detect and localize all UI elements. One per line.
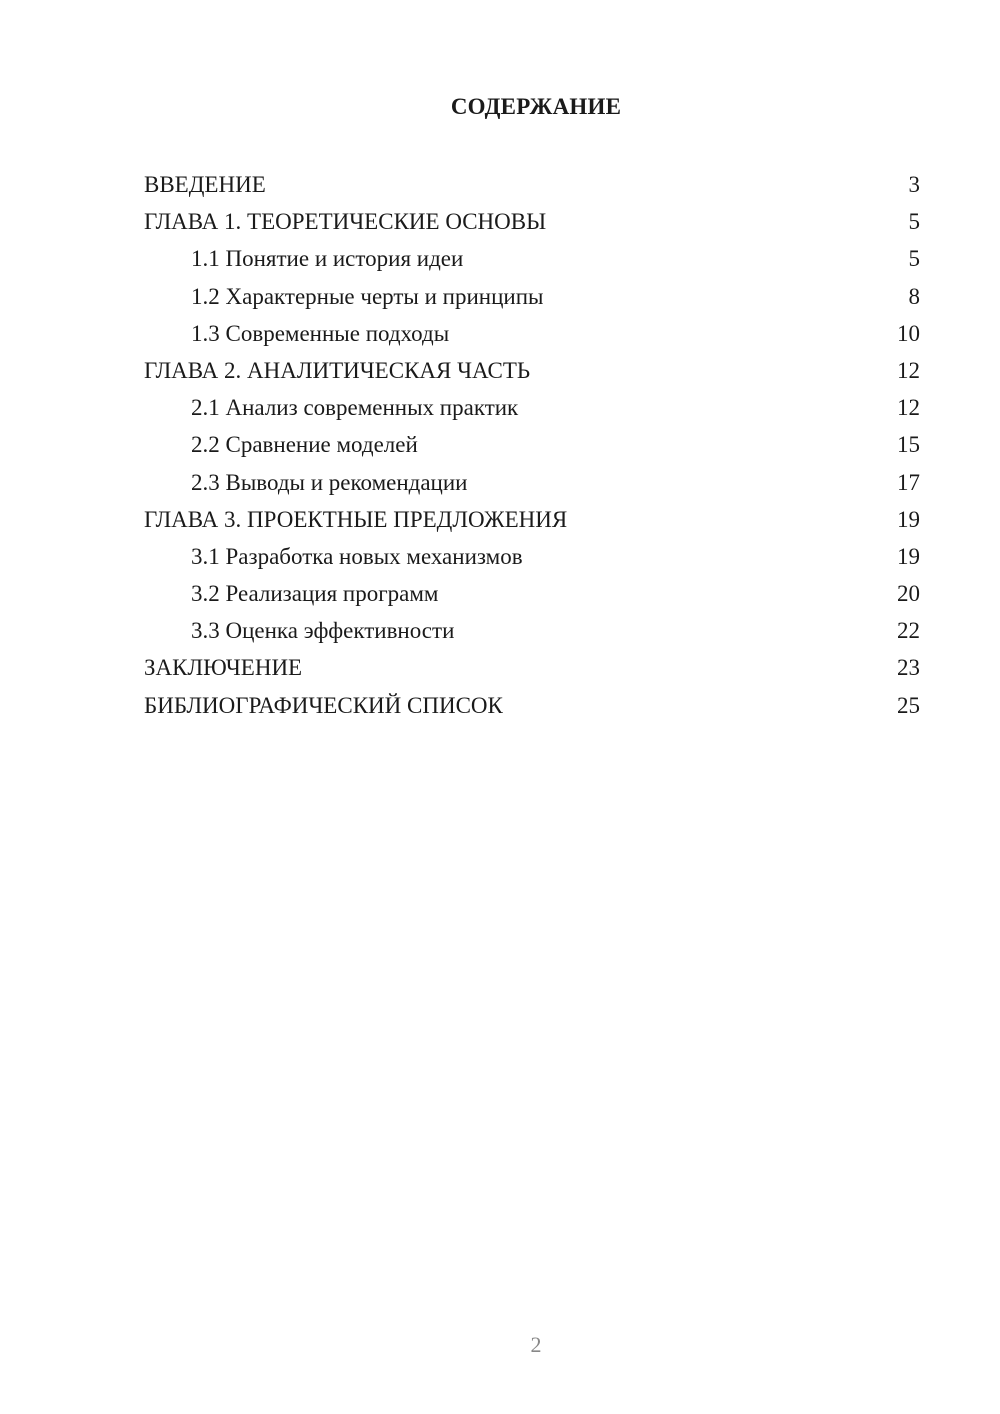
toc-entry-page: 12 bbox=[897, 395, 920, 421]
toc-entry bbox=[144, 203, 920, 240]
toc-entry-page: 19 bbox=[897, 543, 920, 569]
toc-entry-page: 12 bbox=[897, 357, 920, 383]
toc-entry-page: 10 bbox=[897, 320, 920, 346]
toc-entry bbox=[144, 687, 920, 724]
toc-entry-label: 2.1 Анализ современных практик bbox=[191, 395, 519, 421]
toc-entry-label: 1.2 Характерные черты и принципы bbox=[191, 283, 544, 309]
toc-entry-label: ГЛАВА 2. АНАЛИТИЧЕСКАЯ ЧАСТЬ bbox=[144, 357, 531, 383]
toc-entry-label: БИБЛИОГРАФИЧЕСКИЙ СПИСОК bbox=[144, 692, 503, 718]
toc-entry-label: 1.1 Понятие и история идеи bbox=[191, 246, 464, 272]
toc-entry-label: ГЛАВА 3. ПРОЕКТНЫЕ ПРЕДЛОЖЕНИЯ bbox=[144, 506, 568, 532]
toc-subentry bbox=[144, 426, 920, 463]
toc-subentry bbox=[144, 464, 920, 501]
toc-entry-label: 2.3 Выводы и рекомендации bbox=[191, 469, 468, 495]
toc-entry-page: 17 bbox=[897, 469, 920, 495]
toc-entry-page: 19 bbox=[897, 506, 920, 532]
toc-entry-page: 5 bbox=[908, 209, 920, 235]
page-number: 2 bbox=[530, 1332, 542, 1357]
toc-entry-label: 3.3 Оценка эффективности bbox=[191, 618, 455, 644]
toc-entry bbox=[144, 352, 920, 389]
toc-entry bbox=[144, 166, 920, 203]
table-of-contents bbox=[144, 166, 920, 724]
toc-entry-page: 8 bbox=[908, 283, 920, 309]
toc-entry-label: 1.3 Современные подходы bbox=[191, 320, 450, 346]
toc-entry-page: 22 bbox=[897, 618, 920, 644]
toc-subentry bbox=[144, 612, 920, 649]
toc-entry-label: 2.2 Сравнение моделей bbox=[191, 432, 418, 458]
toc-entry-page: 5 bbox=[908, 246, 920, 272]
toc-subentry bbox=[144, 389, 920, 426]
toc-entry-page: 25 bbox=[897, 692, 920, 718]
toc-entry-label: 3.1 Разработка новых механизмов bbox=[191, 543, 523, 569]
toc-entry-label: ВВЕДЕНИЕ bbox=[144, 172, 266, 197]
toc-subentry bbox=[144, 575, 920, 612]
toc-subentry bbox=[144, 538, 920, 575]
toc-entry-label: ЗАКЛЮЧЕНИЕ bbox=[144, 655, 303, 681]
toc-subentry bbox=[144, 240, 920, 277]
toc-entry bbox=[144, 649, 920, 686]
toc-subentry bbox=[144, 278, 920, 315]
toc-entry-page: 3 bbox=[908, 172, 920, 197]
toc-entry-label: ГЛАВА 1. ТЕОРЕТИЧЕСКИЕ ОСНОВЫ bbox=[144, 209, 547, 235]
toc-subentry bbox=[144, 315, 920, 352]
toc-entry-page: 20 bbox=[897, 581, 920, 607]
toc-entry-label: 3.2 Реализация программ bbox=[191, 581, 439, 607]
toc-entry-page: 23 bbox=[897, 655, 920, 681]
toc-entry-page: 15 bbox=[897, 432, 920, 458]
toc-entry bbox=[144, 501, 920, 538]
page-title: СОДЕРЖАНИЕ bbox=[450, 94, 622, 119]
